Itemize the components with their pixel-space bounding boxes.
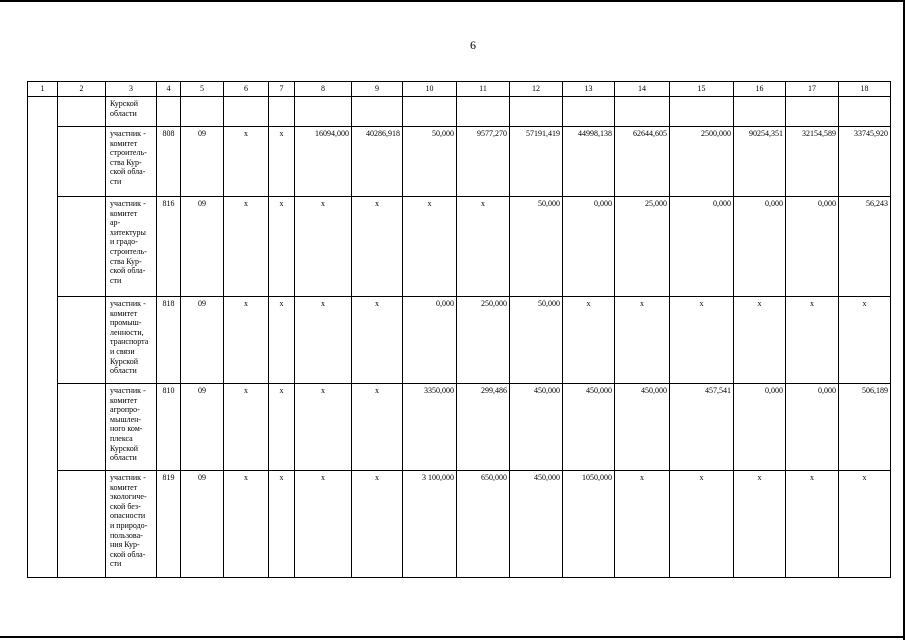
cell-col7: x [269, 471, 295, 578]
cell-col12: 50,000 [510, 197, 563, 297]
cell-col9: x [352, 297, 403, 384]
col-header-2: 2 [58, 82, 106, 97]
cell-col2 [58, 127, 106, 197]
cell-col4: 808 [157, 127, 181, 197]
cell-col5: 09 [181, 197, 224, 297]
cell-col6: x [224, 471, 269, 578]
cell-col5: 09 [181, 384, 224, 471]
col-header-17: 17 [786, 82, 839, 97]
cell-col14: x [615, 297, 670, 384]
cell-col15: 457,541 [670, 384, 734, 471]
cell-col8: x [295, 471, 352, 578]
cell-col7 [269, 97, 295, 127]
cell-col16: 90254,351 [734, 127, 786, 197]
table-row [28, 97, 891, 127]
cell-col18: x [839, 297, 891, 384]
participant-name: участник - комитет агропро- мышлен- ного ком- плекса Курской области [106, 384, 157, 471]
cell-col15 [670, 97, 734, 127]
page-number: 6 [470, 38, 476, 52]
cell-col12: 450,000 [510, 471, 563, 578]
cell-col5: 09 [181, 471, 224, 578]
cell-col14: 450,000 [615, 384, 670, 471]
cell-col17: x [786, 297, 839, 384]
cell-col9: 40286,918 [352, 127, 403, 197]
col-header-5: 5 [181, 82, 224, 97]
cell-col2 [58, 384, 106, 471]
cell-col15: x [670, 297, 734, 384]
participant-name: участник - комитет строитель- ства Кур- ской обла- сти [106, 127, 157, 197]
cell-col11: 250,000 [457, 297, 510, 384]
table-row [28, 127, 891, 197]
cell-col16: 0,000 [734, 384, 786, 471]
col-header-14: 14 [615, 82, 670, 97]
cell-col11 [457, 97, 510, 127]
col-header-9: 9 [352, 82, 403, 97]
col-header-15: 15 [670, 82, 734, 97]
page-border-bottom [0, 636, 905, 638]
cell-col4 [157, 97, 181, 127]
table-row [28, 384, 891, 471]
cell-col4: 819 [157, 471, 181, 578]
cell-col17: 32154,589 [786, 127, 839, 197]
cell-col8: 16094,000 [295, 127, 352, 197]
cell-col2 [58, 97, 106, 127]
cell-col2 [58, 197, 106, 297]
cell-col16 [734, 97, 786, 127]
cell-col11: 299,486 [457, 384, 510, 471]
col-header-3: 3 [106, 82, 157, 97]
cell-col5: 09 [181, 297, 224, 384]
cell-col7: x [269, 127, 295, 197]
cell-col1 [28, 97, 58, 578]
cell-col9: x [352, 197, 403, 297]
cell-col8: x [295, 197, 352, 297]
cell-col11: 9577,270 [457, 127, 510, 197]
col-header-4: 4 [157, 82, 181, 97]
col-header-16: 16 [734, 82, 786, 97]
cell-col6 [224, 97, 269, 127]
cell-col15: 0,000 [670, 197, 734, 297]
cell-col9 [352, 97, 403, 127]
header-row [28, 82, 891, 97]
cell-col10: 3350,000 [403, 384, 457, 471]
cell-col7: x [269, 197, 295, 297]
cell-col7: x [269, 297, 295, 384]
cell-col18: 506,189 [839, 384, 891, 471]
col-header-11: 11 [457, 82, 510, 97]
cell-col16: x [734, 297, 786, 384]
participant-name: участник - комитет ар- хитектуры и градо- строитель- ства Кур- ской обла- сти [106, 197, 157, 297]
budget-table [27, 81, 891, 578]
cell-col18: 56,243 [839, 197, 891, 297]
col-header-8: 8 [295, 82, 352, 97]
col-header-7: 7 [269, 82, 295, 97]
table-row [28, 297, 891, 384]
cell-col12: 450,000 [510, 384, 563, 471]
cell-col8: x [295, 384, 352, 471]
cell-col10: 50,000 [403, 127, 457, 197]
cell-col7: x [269, 384, 295, 471]
cell-col17: x [786, 471, 839, 578]
cell-col13: x [563, 297, 615, 384]
cell-col5: 09 [181, 127, 224, 197]
cell-col2 [58, 471, 106, 578]
cell-col13: 0,000 [563, 197, 615, 297]
cell-col16: 0,000 [734, 197, 786, 297]
cell-col6: x [224, 127, 269, 197]
cell-col18: 33745,920 [839, 127, 891, 197]
cell-col6: x [224, 197, 269, 297]
cell-col8: x [295, 297, 352, 384]
cell-col13: 44998,138 [563, 127, 615, 197]
participant-name: участник - комитет экологиче- ской без- опасности и природо- пользова- ния Кур- ской обла- сти [106, 471, 157, 578]
table-row [28, 197, 891, 297]
cell-col4: 818 [157, 297, 181, 384]
cell-col10 [403, 97, 457, 127]
cell-col9: x [352, 471, 403, 578]
cell-col14: 62644,605 [615, 127, 670, 197]
cell-col17: 0,000 [786, 384, 839, 471]
cell-col13 [563, 97, 615, 127]
cell-col12: 50,000 [510, 297, 563, 384]
col-header-13: 13 [563, 82, 615, 97]
cell-col6: x [224, 384, 269, 471]
cell-col11: 650,000 [457, 471, 510, 578]
cell-col4: 810 [157, 384, 181, 471]
col-header-10: 10 [403, 82, 457, 97]
cell-col5 [181, 97, 224, 127]
col-header-6: 6 [224, 82, 269, 97]
cell-col16: x [734, 471, 786, 578]
cell-col15: x [670, 471, 734, 578]
page-border-top [0, 0, 905, 2]
participant-name: Курской области [106, 97, 157, 127]
cell-col6: x [224, 297, 269, 384]
cell-col8 [295, 97, 352, 127]
cell-col15: 2500,000 [670, 127, 734, 197]
cell-col14: x [615, 471, 670, 578]
cell-col9: x [352, 384, 403, 471]
cell-col10: 3 100,000 [403, 471, 457, 578]
table-row [28, 471, 891, 578]
cell-col13: 1050,000 [563, 471, 615, 578]
participant-name: участник - комитет промыш- ленности, транспорта и связи Курской области [106, 297, 157, 384]
cell-col13: 450,000 [563, 384, 615, 471]
cell-col14 [615, 97, 670, 127]
cell-col10: 0,000 [403, 297, 457, 384]
cell-col17: 0,000 [786, 197, 839, 297]
cell-col14: 25,000 [615, 197, 670, 297]
cell-col12: 57191,419 [510, 127, 563, 197]
col-header-1: 1 [28, 82, 58, 97]
col-header-12: 12 [510, 82, 563, 97]
cell-col18 [839, 97, 891, 127]
col-header-18: 18 [839, 82, 891, 97]
cell-col12 [510, 97, 563, 127]
cell-col2 [58, 297, 106, 384]
cell-col4: 816 [157, 197, 181, 297]
cell-col10: x [403, 197, 457, 297]
cell-col18: x [839, 471, 891, 578]
cell-col17 [786, 97, 839, 127]
cell-col11: x [457, 197, 510, 297]
